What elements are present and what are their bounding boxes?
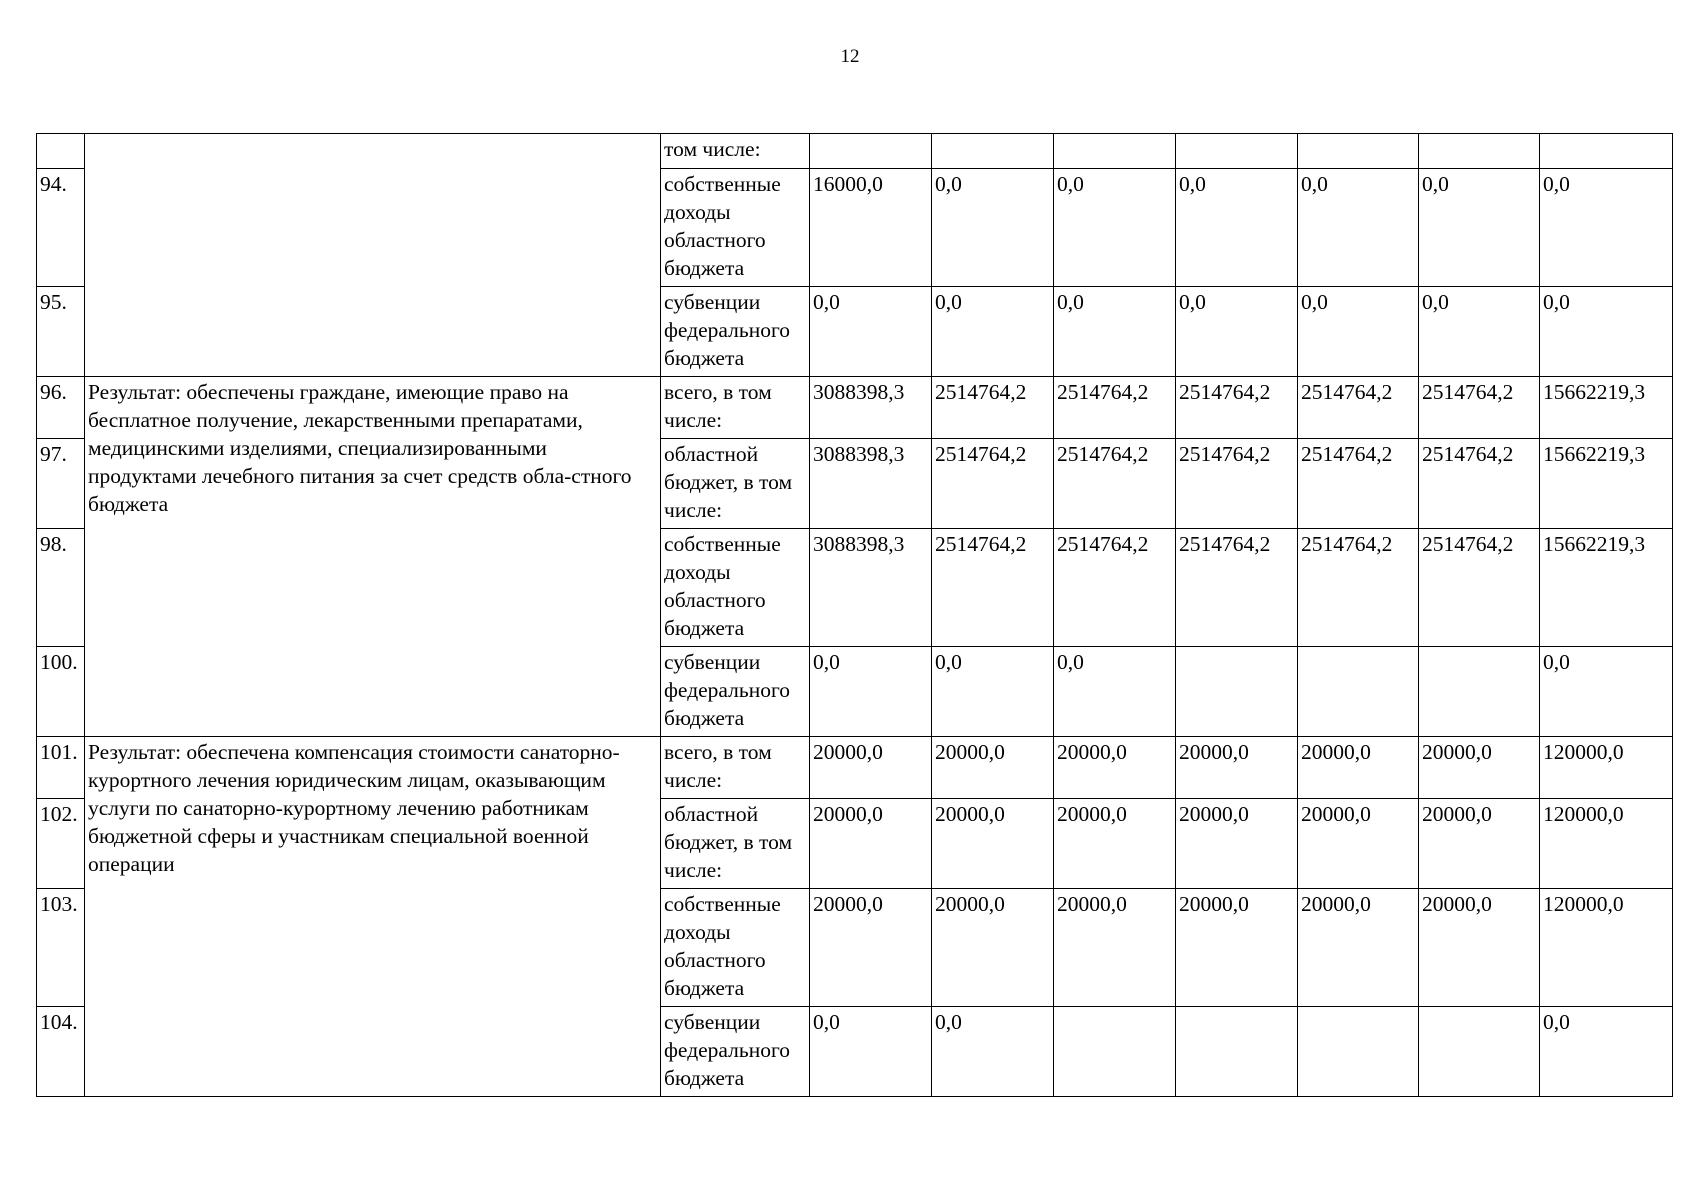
funding-source: том числе: — [661, 134, 810, 169]
value-cell: 0,0 — [1540, 169, 1673, 287]
value-cell: 0,0 — [810, 287, 932, 377]
value-cell: 2514764,2 — [1298, 377, 1419, 439]
value-cell — [1054, 1007, 1176, 1097]
result-description — [85, 134, 661, 377]
value-cell: 20000,0 — [1176, 799, 1298, 889]
value-cell: 20000,0 — [810, 799, 932, 889]
value-cell: 20000,0 — [1298, 737, 1419, 799]
row-number: 103. — [37, 889, 85, 1007]
value-cell: 20000,0 — [1176, 889, 1298, 1007]
value-cell — [810, 134, 932, 169]
funding-source: собственные доходы областного бюджета — [661, 169, 810, 287]
value-cell: 2514764,2 — [1054, 377, 1176, 439]
value-cell — [1540, 134, 1673, 169]
value-cell: 0,0 — [1298, 287, 1419, 377]
row-number: 95. — [37, 287, 85, 377]
value-cell: 2514764,2 — [932, 439, 1054, 529]
value-cell — [1176, 1007, 1298, 1097]
budget-table — [36, 133, 1673, 1097]
value-cell: 0,0 — [1176, 287, 1298, 377]
funding-source: всего, в том числе: — [661, 377, 810, 439]
value-cell: 0,0 — [932, 647, 1054, 737]
value-cell: 2514764,2 — [1298, 439, 1419, 529]
value-cell: 0,0 — [1540, 1007, 1673, 1097]
value-cell: 3088398,3 — [810, 439, 932, 529]
value-cell: 20000,0 — [810, 737, 932, 799]
value-cell: 3088398,3 — [810, 529, 932, 647]
value-cell — [1419, 647, 1540, 737]
value-cell: 2514764,2 — [1176, 529, 1298, 647]
funding-source: всего, в том числе: — [661, 737, 810, 799]
value-cell: 20000,0 — [1419, 799, 1540, 889]
value-cell — [1054, 134, 1176, 169]
value-cell: 2514764,2 — [1176, 377, 1298, 439]
value-cell: 120000,0 — [1540, 799, 1673, 889]
value-cell: 20000,0 — [1054, 889, 1176, 1007]
value-cell: 20000,0 — [1298, 889, 1419, 1007]
table-row — [37, 737, 1673, 799]
value-cell: 0,0 — [1176, 169, 1298, 287]
value-cell: 15662219,3 — [1540, 439, 1673, 529]
value-cell: 2514764,2 — [1054, 439, 1176, 529]
value-cell: 15662219,3 — [1540, 529, 1673, 647]
funding-source: областной бюджет, в том числе: — [661, 799, 810, 889]
value-cell — [1419, 134, 1540, 169]
value-cell: 0,0 — [1540, 287, 1673, 377]
funding-source: субвенции федерального бюджета — [661, 647, 810, 737]
value-cell: 2514764,2 — [1176, 439, 1298, 529]
value-cell: 0,0 — [1054, 169, 1176, 287]
value-cell: 2514764,2 — [1419, 377, 1540, 439]
value-cell: 0,0 — [810, 647, 932, 737]
value-cell: 2514764,2 — [932, 377, 1054, 439]
value-cell: 0,0 — [1298, 169, 1419, 287]
value-cell — [932, 134, 1054, 169]
value-cell: 20000,0 — [1419, 737, 1540, 799]
row-number: 98. — [37, 529, 85, 647]
value-cell: 0,0 — [1054, 287, 1176, 377]
value-cell: 20000,0 — [932, 889, 1054, 1007]
value-cell: 0,0 — [932, 1007, 1054, 1097]
row-number: 97. — [37, 439, 85, 529]
value-cell: 16000,0 — [810, 169, 932, 287]
value-cell — [1176, 134, 1298, 169]
value-cell: 20000,0 — [1176, 737, 1298, 799]
value-cell: 0,0 — [1419, 169, 1540, 287]
value-cell: 20000,0 — [1419, 889, 1540, 1007]
value-cell — [1298, 1007, 1419, 1097]
value-cell: 0,0 — [932, 287, 1054, 377]
funding-source: субвенции федерального бюджета — [661, 287, 810, 377]
funding-source: областной бюджет, в том числе: — [661, 439, 810, 529]
table-row — [37, 377, 1673, 439]
row-number: 96. — [37, 377, 85, 439]
value-cell: 2514764,2 — [932, 529, 1054, 647]
page-number: 12 — [840, 46, 860, 67]
value-cell: 0,0 — [1419, 287, 1540, 377]
value-cell — [1419, 1007, 1540, 1097]
value-cell: 2514764,2 — [1054, 529, 1176, 647]
value-cell: 120000,0 — [1540, 889, 1673, 1007]
row-number: 100. — [37, 647, 85, 737]
row-number: 104. — [37, 1007, 85, 1097]
value-cell: 2514764,2 — [1419, 439, 1540, 529]
value-cell: 0,0 — [1054, 647, 1176, 737]
value-cell: 20000,0 — [1298, 799, 1419, 889]
row-number: 101. — [37, 737, 85, 799]
value-cell — [1298, 134, 1419, 169]
value-cell — [1176, 647, 1298, 737]
value-cell: 20000,0 — [810, 889, 932, 1007]
value-cell: 20000,0 — [1054, 737, 1176, 799]
funding-source: субвенции федерального бюджета — [661, 1007, 810, 1097]
value-cell: 0,0 — [810, 1007, 932, 1097]
value-cell: 20000,0 — [932, 799, 1054, 889]
value-cell: 2514764,2 — [1419, 529, 1540, 647]
row-number: 102. — [37, 799, 85, 889]
funding-source: собственные доходы областного бюджета — [661, 889, 810, 1007]
value-cell: 120000,0 — [1540, 737, 1673, 799]
value-cell: 2514764,2 — [1298, 529, 1419, 647]
value-cell: 15662219,3 — [1540, 377, 1673, 439]
value-cell: 20000,0 — [1054, 799, 1176, 889]
table-row — [37, 134, 1673, 169]
funding-source: собственные доходы областного бюджета — [661, 529, 810, 647]
value-cell: 0,0 — [1540, 647, 1673, 737]
value-cell: 20000,0 — [932, 737, 1054, 799]
value-cell: 3088398,3 — [810, 377, 932, 439]
row-number: 94. — [37, 169, 85, 287]
row-number — [37, 134, 85, 169]
value-cell — [1298, 647, 1419, 737]
value-cell: 0,0 — [932, 169, 1054, 287]
result-description: Результат: обеспечена компенсация стоимости санаторно-курортного лечения юридическим лицам, оказывающим услуги по санаторно-курортному лечению работникам бюджетной сферы и участникам специальной военной операции — [85, 737, 661, 1097]
result-description: Результат: обеспечены граждане, имеющие право на бесплатное получение, лекарственными препаратами, медицинскими изделиями, специализированными продуктами лечебного питания за счет средств обла-стного бюджета — [85, 377, 661, 737]
